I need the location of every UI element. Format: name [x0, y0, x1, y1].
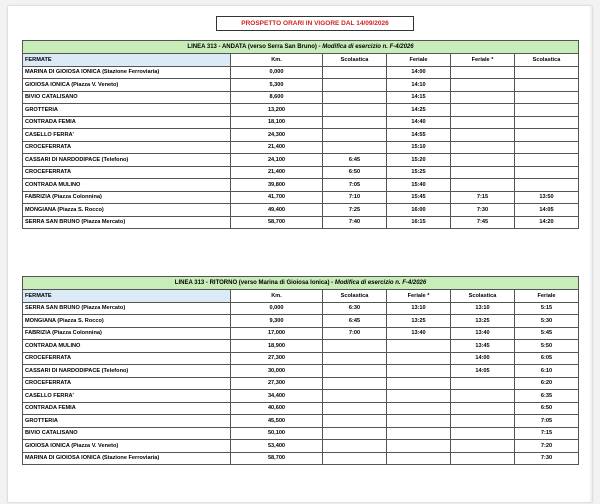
table-row	[23, 166, 579, 179]
time-cell	[387, 402, 451, 415]
time-cell	[451, 377, 515, 390]
km-cell: 21,400	[231, 141, 323, 154]
km-cell: 58,700	[231, 452, 323, 465]
time-cell	[515, 104, 579, 117]
time-cell	[451, 129, 515, 142]
time-cell	[387, 415, 451, 428]
time-cell: 13:10	[451, 302, 515, 315]
time-cell	[323, 440, 387, 453]
timetable-page	[8, 6, 592, 502]
time-cell	[515, 66, 579, 79]
table-row	[23, 390, 579, 403]
stop-name-cell: CONTRADA MULINO	[23, 179, 231, 192]
time-cell	[323, 390, 387, 403]
stop-name-cell: CONTRADA MULINO	[23, 340, 231, 353]
km-cell: 27,300	[231, 352, 323, 365]
km-cell: 27,300	[231, 377, 323, 390]
stop-name-cell: GIOIOSA IONICA (Piazza V. Veneto)	[23, 79, 231, 92]
time-cell	[451, 154, 515, 167]
time-cell: 14:20	[515, 216, 579, 229]
andata-col-fermate: FERMATE	[23, 54, 231, 67]
time-cell: 6:35	[515, 390, 579, 403]
table-row	[23, 141, 579, 154]
stop-name-cell: CASELLO FERRA'	[23, 129, 231, 142]
time-cell: 14:25	[387, 104, 451, 117]
time-cell	[515, 79, 579, 92]
time-cell: 14:05	[515, 204, 579, 217]
table-row	[23, 191, 579, 204]
time-cell	[387, 352, 451, 365]
time-cell	[451, 79, 515, 92]
stop-name-cell: MARINA DI GIOIOSA IONICA (Stazione Ferroviaria)	[23, 452, 231, 465]
time-cell	[515, 154, 579, 167]
km-cell: 18,100	[231, 116, 323, 129]
time-cell	[323, 452, 387, 465]
time-cell: 7:10	[323, 191, 387, 204]
time-cell	[515, 179, 579, 192]
time-cell: 6:10	[515, 365, 579, 378]
time-cell: 15:20	[387, 154, 451, 167]
stop-name-cell: CASELLO FERRA'	[23, 390, 231, 403]
time-cell	[515, 141, 579, 154]
table-row	[23, 402, 579, 415]
time-cell	[323, 116, 387, 129]
table-row	[23, 415, 579, 428]
time-cell	[451, 91, 515, 104]
time-cell: 5:45	[515, 327, 579, 340]
time-cell	[387, 452, 451, 465]
time-cell: 16:00	[387, 204, 451, 217]
time-cell: 5:50	[515, 340, 579, 353]
table-row	[23, 365, 579, 378]
ritorno-columns-row	[23, 290, 579, 303]
time-cell	[451, 104, 515, 117]
time-cell	[323, 402, 387, 415]
km-cell: 0,000	[231, 302, 323, 315]
km-cell: 18,900	[231, 340, 323, 353]
stop-name-cell: MARINA DI GIOIOSA IONICA (Stazione Ferroviaria)	[23, 66, 231, 79]
time-cell: 7:05	[515, 415, 579, 428]
km-cell: 24,100	[231, 154, 323, 167]
table-row	[23, 66, 579, 79]
time-cell	[323, 365, 387, 378]
time-cell: 7:00	[323, 327, 387, 340]
ritorno-col-1: Scolastica	[323, 290, 387, 303]
time-cell	[387, 440, 451, 453]
time-cell	[323, 66, 387, 79]
andata-modifica: Modifica di esercizio n. F-4/2026	[322, 44, 414, 50]
table-row	[23, 377, 579, 390]
time-cell	[387, 390, 451, 403]
stop-name-cell: MONGIANA (Piazza S. Rocco)	[23, 315, 231, 328]
km-cell: 50,100	[231, 427, 323, 440]
time-cell	[451, 166, 515, 179]
andata-col-1: Scolastica	[323, 54, 387, 67]
time-cell: 13:40	[451, 327, 515, 340]
time-cell: 14:40	[387, 116, 451, 129]
time-cell: 13:10	[387, 302, 451, 315]
time-cell: 13:25	[387, 315, 451, 328]
time-cell: 6:20	[515, 377, 579, 390]
km-cell: 58,700	[231, 216, 323, 229]
time-cell	[323, 104, 387, 117]
time-cell	[387, 365, 451, 378]
time-cell: 16:15	[387, 216, 451, 229]
table-row	[23, 79, 579, 92]
time-cell	[323, 352, 387, 365]
time-cell	[323, 340, 387, 353]
time-cell: 5:30	[515, 315, 579, 328]
km-cell: 34,400	[231, 390, 323, 403]
km-cell: 49,400	[231, 204, 323, 217]
time-cell: 14:10	[387, 79, 451, 92]
ritorno-header-row	[23, 277, 579, 290]
andata-col-km: Km.	[231, 54, 323, 67]
stop-name-cell: FABRIZIA (Piazza Colonnina)	[23, 327, 231, 340]
time-cell: 6:50	[515, 402, 579, 415]
time-cell: 13:40	[387, 327, 451, 340]
km-cell: 24,300	[231, 129, 323, 142]
time-cell	[451, 116, 515, 129]
time-cell	[451, 427, 515, 440]
time-cell: 6:05	[515, 352, 579, 365]
ritorno-table	[22, 276, 579, 465]
table-row	[23, 104, 579, 117]
time-cell	[323, 129, 387, 142]
time-cell	[515, 116, 579, 129]
time-cell	[323, 415, 387, 428]
table-row	[23, 440, 579, 453]
ritorno-col-3: Scolastica	[451, 290, 515, 303]
stop-name-cell: CROCEFERRATA	[23, 141, 231, 154]
ritorno-col-4: Feriale	[515, 290, 579, 303]
time-cell	[323, 377, 387, 390]
ritorno-title: LINEA 313 - RITORNO (verso Marina di Gioiosa Ionica) -	[174, 280, 334, 286]
stop-name-cell: CROCEFERRATA	[23, 377, 231, 390]
table-row	[23, 216, 579, 229]
andata-col-3: Feriale *	[451, 54, 515, 67]
km-cell: 45,500	[231, 415, 323, 428]
time-cell	[323, 79, 387, 92]
ritorno-col-km: Km.	[231, 290, 323, 303]
km-cell: 8,600	[231, 91, 323, 104]
time-cell: 14:00	[451, 352, 515, 365]
time-cell: 7:05	[323, 179, 387, 192]
km-cell: 41,700	[231, 191, 323, 204]
km-cell: 9,300	[231, 315, 323, 328]
andata-header-row	[23, 41, 579, 54]
time-cell: 13:25	[451, 315, 515, 328]
table-row	[23, 129, 579, 142]
time-cell: 6:50	[323, 166, 387, 179]
stop-name-cell: CONTRADA FEMIA	[23, 402, 231, 415]
time-cell: 15:25	[387, 166, 451, 179]
ritorno-col-2: Feriale *	[387, 290, 451, 303]
stop-name-cell: SERRA SAN BRUNO (Piazza Mercato)	[23, 216, 231, 229]
time-cell	[515, 166, 579, 179]
km-cell: 0,000	[231, 66, 323, 79]
ritorno-col-fermate: FERMATE	[23, 290, 231, 303]
time-cell: 14:55	[387, 129, 451, 142]
time-cell	[451, 66, 515, 79]
table-row	[23, 91, 579, 104]
page-edge-shadow	[589, 6, 592, 502]
time-cell: 15:40	[387, 179, 451, 192]
time-cell: 7:30	[515, 452, 579, 465]
time-cell: 15:45	[387, 191, 451, 204]
time-cell	[387, 427, 451, 440]
table-row	[23, 340, 579, 353]
stop-name-cell: GROTTERIA	[23, 415, 231, 428]
stop-name-cell: CASSARI DI NARDODIPACE (Telefono)	[23, 154, 231, 167]
table-row	[23, 204, 579, 217]
time-cell	[387, 377, 451, 390]
table-row	[23, 315, 579, 328]
time-cell: 14:05	[451, 365, 515, 378]
km-cell: 5,300	[231, 79, 323, 92]
km-cell: 53,400	[231, 440, 323, 453]
time-cell	[451, 440, 515, 453]
table-row	[23, 154, 579, 167]
stop-name-cell: BIVIO CATALISANO	[23, 91, 231, 104]
stop-name-cell: FABRIZIA (Piazza Colonnina)	[23, 191, 231, 204]
andata-col-4: Scolastica	[515, 54, 579, 67]
stop-name-cell: BIVIO CATALISANO	[23, 427, 231, 440]
time-cell	[451, 141, 515, 154]
km-cell: 39,800	[231, 179, 323, 192]
time-cell	[515, 129, 579, 142]
andata-title: LINEA 313 - ANDATA (verso Serra San Bruno) -	[187, 44, 321, 50]
stop-name-cell: CONTRADA FEMIA	[23, 116, 231, 129]
ritorno-modifica: Modifica di esercizio n. F-4/2026	[334, 280, 427, 286]
km-cell: 21,400	[231, 166, 323, 179]
time-cell: 7:20	[515, 440, 579, 453]
stop-name-cell: CROCEFERRATA	[23, 352, 231, 365]
time-cell: 7:15	[515, 427, 579, 440]
time-cell	[515, 91, 579, 104]
stop-name-cell: GROTTERIA	[23, 104, 231, 117]
time-cell	[323, 141, 387, 154]
time-cell: 7:30	[451, 204, 515, 217]
table-row	[23, 302, 579, 315]
andata-table	[22, 40, 579, 229]
table-row	[23, 116, 579, 129]
km-cell: 13,200	[231, 104, 323, 117]
time-cell: 6:45	[323, 315, 387, 328]
table-row	[23, 452, 579, 465]
time-cell	[387, 340, 451, 353]
andata-col-2: Feriale	[387, 54, 451, 67]
time-cell	[323, 427, 387, 440]
km-cell: 30,000	[231, 365, 323, 378]
time-cell: 15:10	[387, 141, 451, 154]
time-cell	[323, 91, 387, 104]
time-cell	[451, 415, 515, 428]
stop-name-cell: CROCEFERRATA	[23, 166, 231, 179]
time-cell: 7:25	[323, 204, 387, 217]
time-cell: 13:50	[515, 191, 579, 204]
time-cell: 7:40	[323, 216, 387, 229]
time-cell: 6:45	[323, 154, 387, 167]
andata-title-cell	[23, 41, 579, 54]
km-cell: 40,600	[231, 402, 323, 415]
table-row	[23, 327, 579, 340]
time-cell: 7:15	[451, 191, 515, 204]
stop-name-cell: SERRA SAN BRUNO (Piazza Mercato)	[23, 302, 231, 315]
time-cell: 14:00	[387, 66, 451, 79]
time-cell: 7:45	[451, 216, 515, 229]
notice-title: PROSPETTO ORARI IN VIGORE DAL 14/09/2026	[216, 16, 414, 31]
ritorno-title-cell	[23, 277, 579, 290]
time-cell	[451, 452, 515, 465]
stop-name-cell: GIOIOSA IONICA (Piazza V. Veneto)	[23, 440, 231, 453]
time-cell	[451, 390, 515, 403]
table-row	[23, 179, 579, 192]
stop-name-cell: CASSARI DI NARDODIPACE (Telefono)	[23, 365, 231, 378]
time-cell: 6:30	[323, 302, 387, 315]
time-cell: 14:15	[387, 91, 451, 104]
km-cell: 17,000	[231, 327, 323, 340]
time-cell: 5:15	[515, 302, 579, 315]
table-row	[23, 427, 579, 440]
stop-name-cell: MONGIANA (Piazza S. Rocco)	[23, 204, 231, 217]
time-cell	[451, 402, 515, 415]
table-row	[23, 352, 579, 365]
time-cell: 13:45	[451, 340, 515, 353]
time-cell	[451, 179, 515, 192]
andata-columns-row	[23, 54, 579, 67]
